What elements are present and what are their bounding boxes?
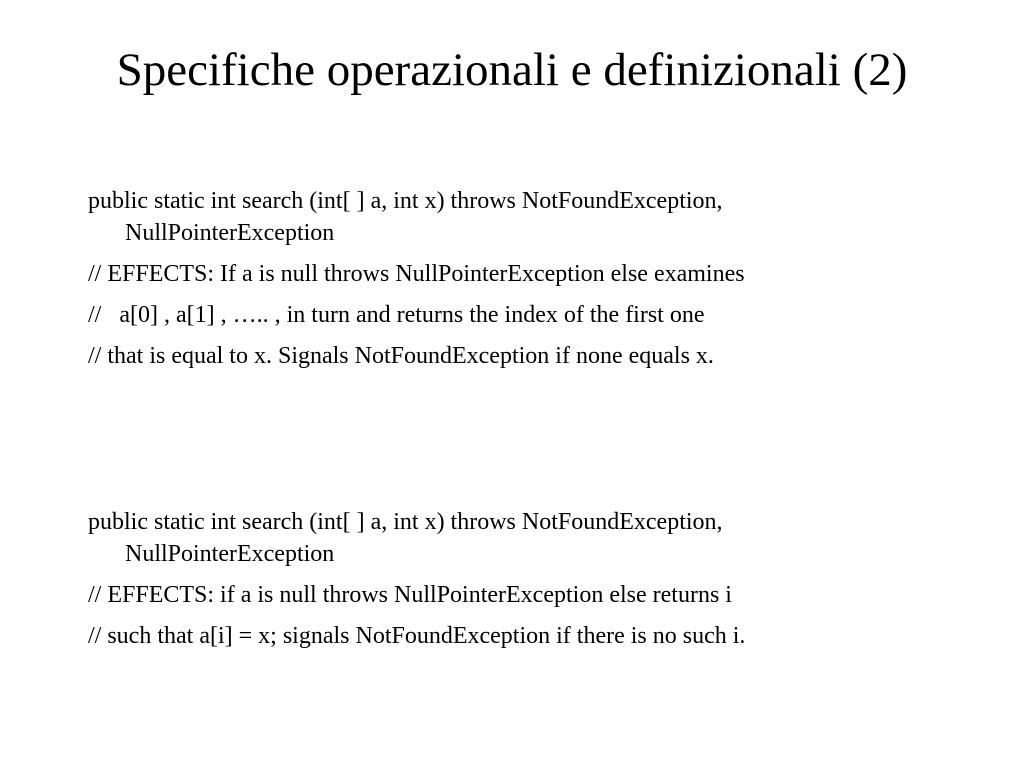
operational-spec-block bbox=[88, 185, 968, 381]
signature-line: public static int search (int[ ] a, int x) throws NotFoundException, bbox=[88, 188, 723, 214]
signature-line: public static int search (int[ ] a, int x) throws NotFoundException, bbox=[88, 509, 723, 535]
method-signature bbox=[88, 185, 968, 249]
effects-comment-line: // a[0] , a[1] , ….. , in turn and returns the index of the first one bbox=[88, 302, 705, 328]
signature-continuation: NullPointerException bbox=[125, 541, 335, 567]
effects-comment-line: // EFFECTS: if a is null throws NullPointerException else returns i bbox=[88, 582, 732, 608]
definitional-spec-block bbox=[88, 506, 968, 661]
method-signature bbox=[88, 506, 968, 570]
effects-comment-line: // EFFECTS: If a is null throws NullPointerException else examines bbox=[88, 261, 745, 287]
slide-title: Specifiche operazionali e definizionali (2) bbox=[116, 44, 908, 96]
effects-comment-line: // that is equal to x. Signals NotFoundException if none equals x. bbox=[88, 343, 714, 369]
effects-comment-line: // such that a[i] = x; signals NotFoundException if there is no such i. bbox=[88, 623, 746, 649]
signature-continuation: NullPointerException bbox=[125, 220, 335, 246]
